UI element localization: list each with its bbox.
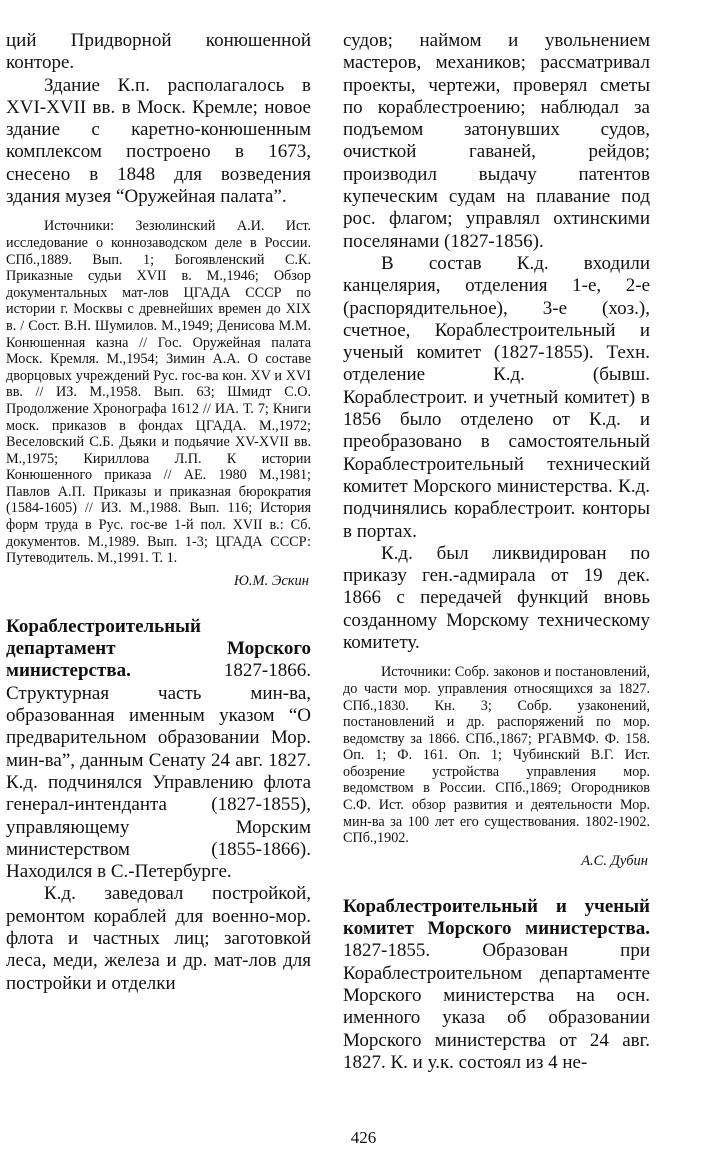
paragraph-liquidation: К.д. был ликвидирован по приказу ген.-адмирала от 19 дек. 1866 с передачей функций вновь созданному Морскому техническому комитету. [343,542,650,654]
sources-list: Источники: Собр. законов и постановлений, до части мор. управления относящихся за 1827. СПб.,1830. Кн. 3; Собр. узаконений, постановлений и др. распоряжений по мор. ведомству за 1866. СПб.,1867; РГАВМФ. Ф. 158. Оп. 1; Ф. 161. Оп. 1; Чубинский В.Г. Ист. обозрение устройства управления мор. ведомством в России. СПб.,1869; Огородников С.Ф. Ист. обзор развития и деятельности Мор. мин-ва за 100 лет его существования. 1802-1902. СПб.,1902. [343,664,650,847]
right-column [343,30,650,1074]
paragraph-duties-continued: судов; наймом и увольнением мастеров, механиков; рассматривал проекты, чертежи, проверял сметы по кораблестроению; наблюдал за подъемом затонувших судов, очисткой гаваней, рейдов; производил выдачу патентов купеческим судам на плавание под рос. флагом; управлял охтинскими поселянами (1827-1856). [343,30,650,252]
entry-text: 1827-1855. Образован при Кораблестроительном департаменте Морского министерства на осн. именного указа об образовании Морского министерства от 24 авг. 1827. К. и у.к. состоял из 4 не- [343,940,650,1073]
author-signature: Ю.М. Эскин [233,572,309,589]
sources-list: Источники: Зезюлинский А.И. Ист. исследование о коннозаводском деле в России. СПб.,1889. Вып. 1; Богоявленский С.К. Приказные судьи XVII в. М.,1946; Обзор документальных мат-лов ЦГАДА СССР по истории г. Москвы с древнейших времен до XIX в. / Сост. В.Н. Шумилов. М.,1949; Денисова М.М. Конюшенная казна // Гос. Оружейная палата Моск. Кремля. М.,1954; Зимин А.А. О составе дворцовых учреждений Рус. гос-ва кон. XV и XVI вв. // ИЗ. М.,1958. Вып. 63; Шмидт С.О. Продолжение Хронографа 1612 // ИА. Т. 7; Книги моск. приказов в фондах ЦГАДА. М.,1972; Веселовский С.Б. Дьяки и подьячие XV-XVII вв. М.,1975; Кириллова Л.П. К истории Конюшенного приказа // АЕ. 1980 М.,1981; Павлов А.П. Приказы и приказная бюрократия (1584-1605) // ИЗ. М.,1988. Вып. 116; История форм труда в Рус. гос-ве 1-й пол. XVII в.: Сб. документов. М.,1989. Вып. 1-3; ЦГАДА СССР: Путеводитель. М.,1991. Т. 1. [6,218,311,567]
paragraph-structure: В состав К.д. входили канцелярия, отделения 1-е, 2-е (распорядительное), 3-е (хоз.), счетное, Кораблестроительный и ученый комитет (1827-1855). Техн. отделение К.д. (бывш. Кораблестроит. и учетный комитет) в 1856 было отделено от К.д. и преобразовано в самостоятельный Кораблестроительный технический комитет Морского министерства. К.д. подчинялись кораблестроит. конторы в портах. [343,252,650,542]
paragraph-continuation: ций Придворной конюшенной конторе. [6,30,311,74]
entry-text: 1827-1866. Структурная часть мин-ва, образованная именным указом “О предварительном образовании Мор. мин-ва”, данным Сенату 24 авг. 1827. К.д. подчинялся Управлению флота генерал-интенданта (1827-1855), управляющему Морским министерством (1855-1866). Находился в С.-Петербурге. [6,660,311,883]
entry-shipbuilding-department [6,616,311,884]
author-signature: А.С. Дубин [581,852,648,869]
entry-heading: Кораблестроительный департамент Морского министерства. [6,615,311,682]
paragraph-building: Здание К.п. располагалось в XVI-XVII вв. в Моск. Кремле; новое здание с каретно-конюшенным комплексом построено в 1673, снесено в 1848 для возведения здания музея “Оружейная палата”. [6,74,311,208]
paragraph-duties: К.д. заведовал постройкой, ремонтом кораблей для военно-мор. флота и частных лиц; заготовкой леса, меди, железа и др. мат-лов для постройки и отделки [6,883,311,994]
left-column [6,30,311,995]
entry-shipbuilding-committee [343,896,650,1074]
entry-heading: Кораблестроительный и ученый комитет Морского министерства. [343,895,650,940]
page-number: 426 [350,1128,377,1147]
